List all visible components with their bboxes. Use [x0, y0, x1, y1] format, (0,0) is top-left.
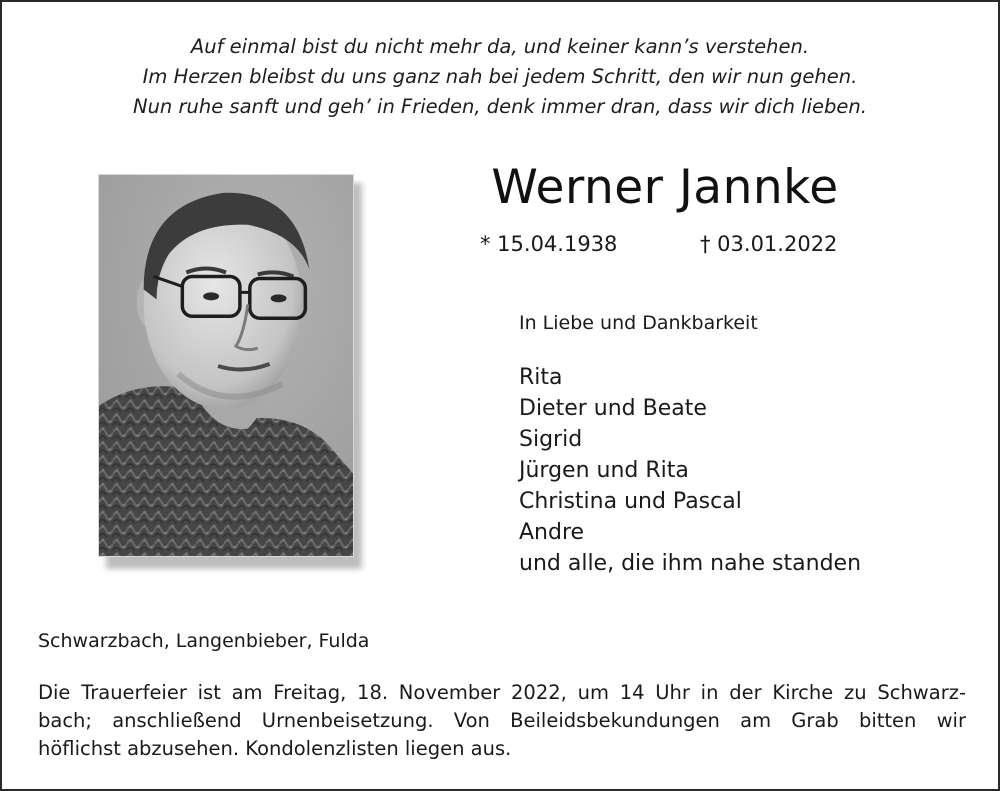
mourner-item: Sigrid: [519, 427, 583, 452]
portrait-photo: [98, 174, 354, 557]
mourner-item: Rita: [519, 365, 563, 390]
funeral-details: [38, 679, 966, 763]
deceased-name: Werner Jannke: [491, 160, 839, 215]
places-line: Schwarzbach, Langenbieber, Fulda: [38, 630, 370, 652]
dedication-line: In Liebe und Dankbarkeit: [519, 312, 758, 334]
mourner-item: Jürgen und Rita: [519, 458, 689, 483]
mourner-item: Dieter und Beate: [519, 396, 707, 421]
poem-line-3: Nun ruhe sanft und geh’ in Frieden, denk immer dran, dass wir dich lieben.: [132, 95, 867, 118]
mourner-item: und alle, die ihm nahe standen: [519, 551, 862, 576]
funeral-line-3: höflichst abzusehen. Kondolenzlisten liegen aus.: [38, 737, 512, 760]
birth-date: * 15.04.1938: [480, 232, 618, 256]
mourners-list: [519, 362, 861, 579]
funeral-line-2: bach; anschließend Urnenbeisetzung. Von Beileidsbekundungen am Grab bitten wir: [38, 709, 966, 732]
poem-line-2: Im Herzen bleibst du uns ganz nah bei jedem Schritt, den wir nun gehen.: [142, 65, 858, 88]
mourner-item: Christina und Pascal: [519, 489, 742, 514]
memorial-poem: [0, 32, 1000, 122]
death-date: † 03.01.2022: [700, 232, 838, 256]
mourner-item: Andre: [519, 520, 585, 545]
poem-line-1: Auf einmal bist du nicht mehr da, und keiner kann’s verstehen.: [190, 35, 810, 58]
funeral-line-1: Die Trauerfeier ist am Freitag, 18. November 2022, um 14 Uhr in der Kirche zu Schwarz-: [38, 681, 966, 704]
portrait-illustration: [99, 175, 353, 556]
